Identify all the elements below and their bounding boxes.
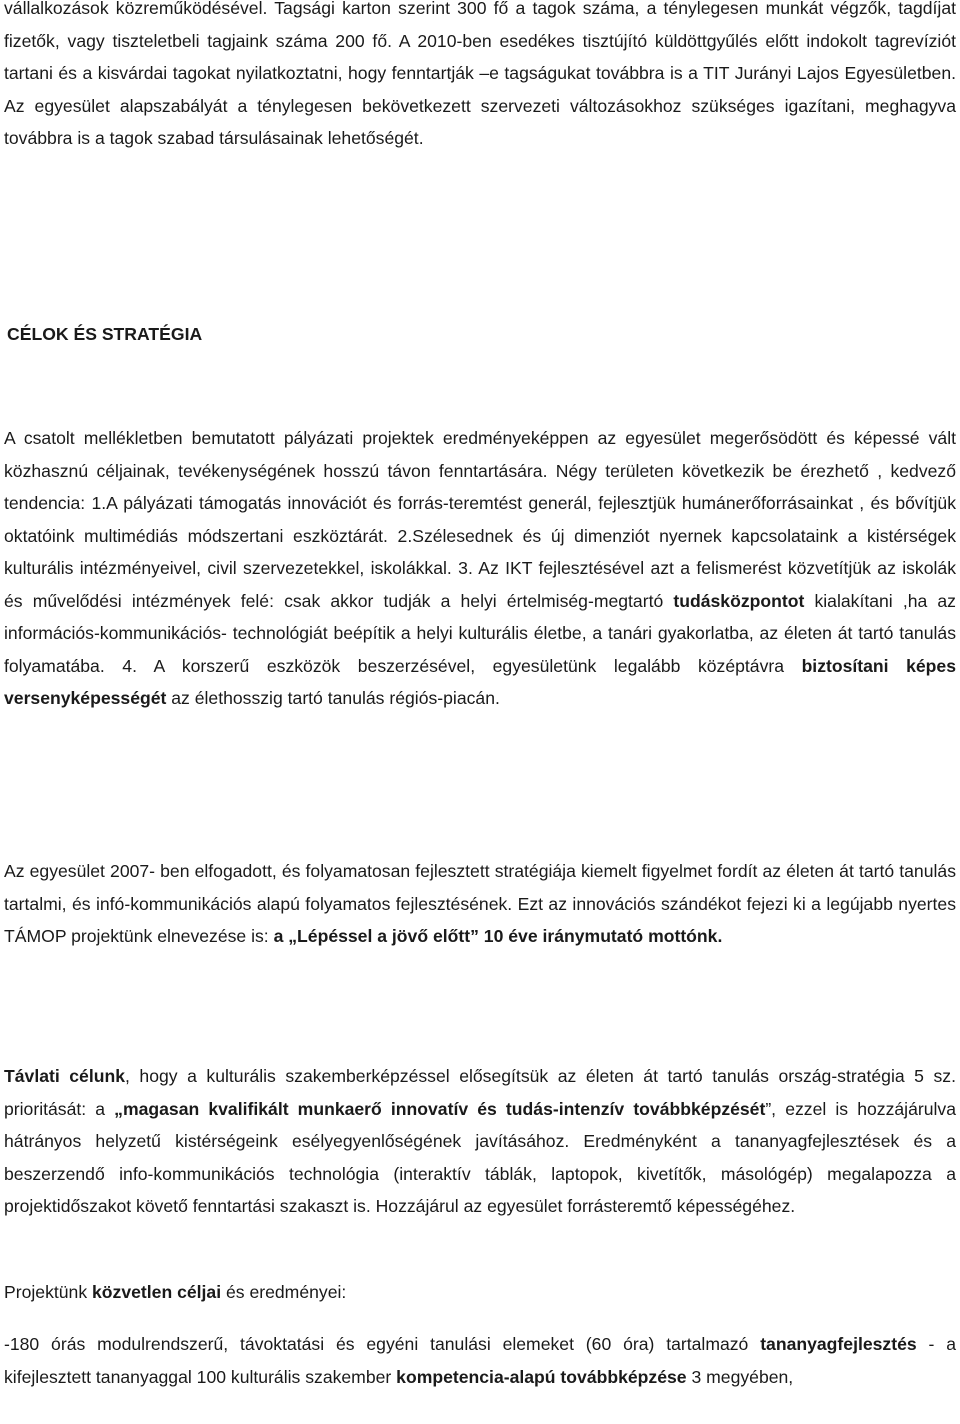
goals-paragraph: [4, 422, 956, 715]
intro-text: vállalkozások közreműködésével. Tagsági karton szerint 300 fő a tagok száma, a ténylegesen munkát végzők, tagdíjat fizetők, vagy tiszteletbeli tagjaink száma 200 fő. A 2010-ben esedékes tisztújító küldöttgyűlés előtt indokolt tagrevíziót tartani és a kisvárdai tagokat nyilatkoztatni, hogy fenntartják –e tagságukat továbbra is a TIT Jurányi Lajos Egyesületben. Az egyesület alapszabályát a ténylegesen bekövetkezett szervezeti változásokhoz szükséges igazítani, meghagyva továbbra is a tagok szabad társulásainak lehetőségét.: [4, 0, 956, 148]
section-heading: CÉLOK ÉS STRATÉGIA: [7, 324, 203, 344]
direct-goals-text-1: Projektünk: [4, 1282, 93, 1302]
list-item-bold-training: kompetencia-alapú továbbképzése: [396, 1366, 687, 1387]
goals-text-3: az élethosszig tartó tanulás régiós-piacán.: [166, 688, 500, 708]
direct-goals-bold: közvetlen céljai: [92, 1282, 222, 1302]
list-item-text-2: - a kifejlesztett tananyaggal 100 kulturális szakember: [4, 1334, 956, 1387]
goals-text-1: A csatolt mellékletben bemutatott pályázati projektek eredményeképpen az egyesület megerősödött és képessé vált közhasznú céljainak, tevékenységének hosszú távon fenntartására. Négy területen következik be érezhető , kedvező tendencia: 1.A pályázati támogatás innovációt és forrás-teremtést generál, fejlesztjük humánerőforrásainkat , és bővítjük oktatóink multimédiás módszertani eszköztárát. 2.Szélesednek és új dimenziót nyernek kapcsolataink a kistérségek kulturális intézményeivel, civil szervezetekkel, iskolákkal. 3. Az IKT fejlesztésével azt a felismerést közvetítjük az iskolák és művelődési intézmények felé: csak akkor tudják a helyi értelmiség-megtartó: [4, 428, 956, 611]
vision-text-1: , hogy a kulturális szakemberképzéssel elősegítsük az életen át tartó tanulás ország-stratégia 5 sz. prioritását: a: [4, 1066, 956, 1119]
list-item-text-1: -180 órás modulrendszerű, távoktatási és egyéni tanulási elemeket (60 óra) tartalmazó: [4, 1334, 761, 1354]
list-item-bold-curriculum: tananyagfejlesztés: [760, 1334, 917, 1354]
vision-paragraph: [4, 1060, 956, 1223]
goals-text-2: kialakítani ,ha az információs-kommunikációs- technológiát beépítik a helyi kulturális életbe, a tanári gyakorlatba, az életen át tartó tanulás folyamatába. 4. A korszerű eszközök beszerzésével, egyesületünk legalább középtávra: [4, 590, 956, 676]
list-item-paragraph: [4, 1328, 956, 1393]
goals-bold-knowledge-center: tudásközpontot: [673, 590, 805, 611]
intro-paragraph: [4, 0, 956, 155]
strategy-motto: a „Lépéssel a jövő előtt” 10 éve iránymutató mottónk.: [273, 926, 723, 946]
direct-goals-paragraph: [4, 1276, 956, 1309]
vision-focus: „magasan kvalifikált munkaerő innovatív és tudás-intenzív továbbképzését: [114, 1098, 766, 1119]
vision-text-2: ”, ezzel is hozzájárulva hátrányos helyzetű kistérségeink esélyegyenlőségének javításához. Eredményként a tananyagfejlesztések és a beszerzendő info-kommunikációs technológia (interaktív táblák, laptopok, kivetítők, másológép) megalapozza a projektidőszakot követő fenntartási szakaszt is. Hozzájárul az egyesület forrásteremtő képességéhez.: [4, 1098, 956, 1216]
strategy-paragraph: [4, 855, 956, 953]
direct-goals-text-2: és eredményei:: [221, 1282, 347, 1302]
list-item-text-3: 3 megyében,: [686, 1366, 794, 1387]
goals-bold-competitiveness: biztosítani képes versenyképességét: [4, 655, 956, 708]
strategy-text: Az egyesület 2007- ben elfogadott, és folyamatosan fejlesztett stratégiája kiemelt figyelmet fordít az életen át tartó tanulás tartalmi, és infó-kommunikációs alapú folyamatos fejlesztésének. Ezt az innovációs szándékot fejezi ki a legújabb nyertes TÁMOP projektünk elnevezése is:: [4, 861, 956, 946]
vision-lead: Távlati célunk: [4, 1066, 126, 1086]
